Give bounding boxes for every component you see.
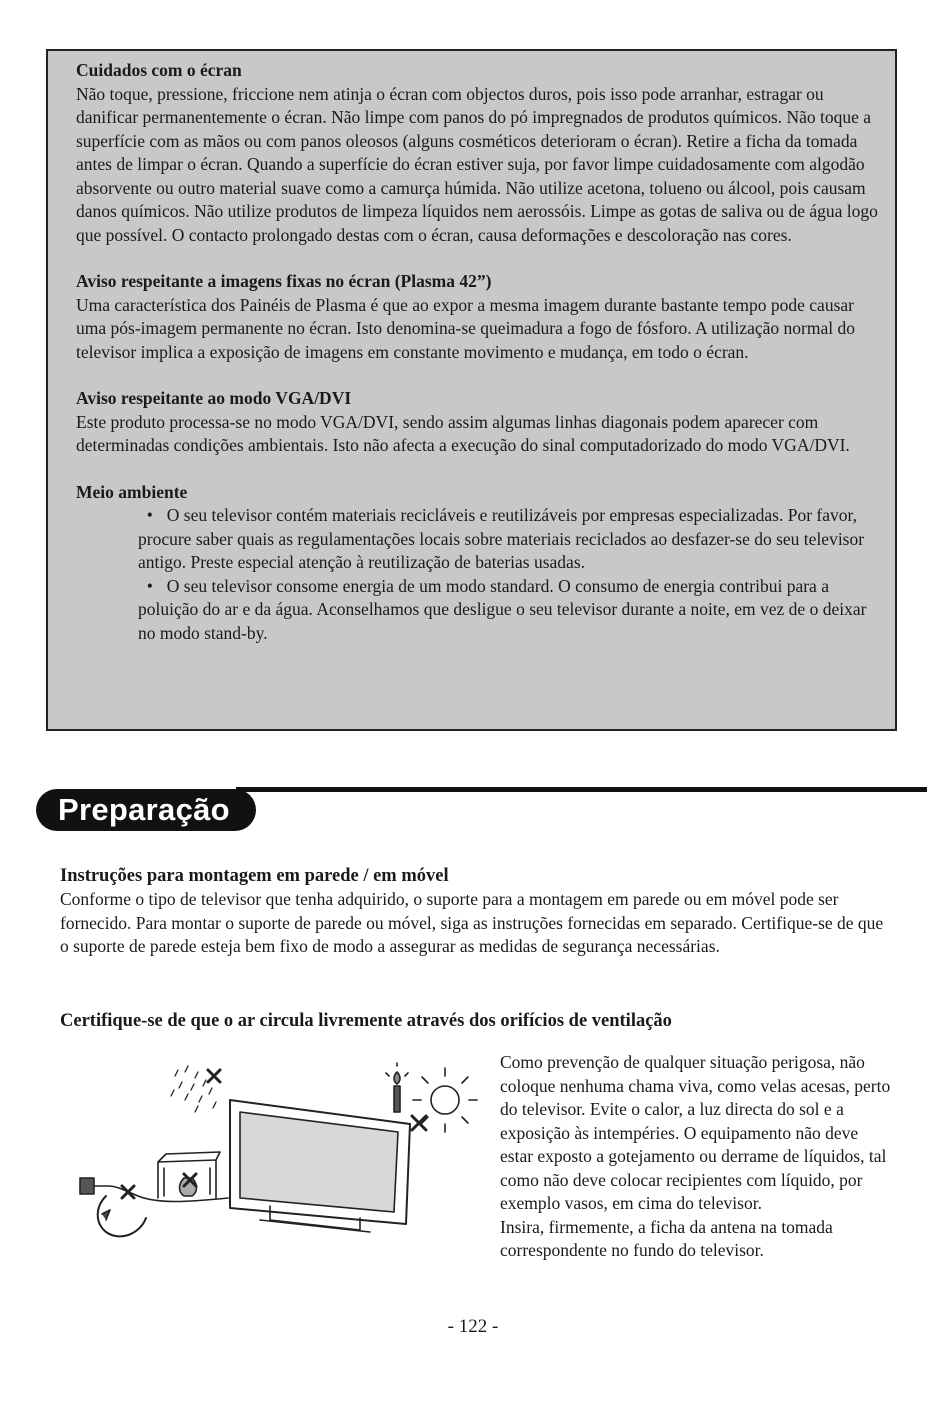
cross-icon	[412, 1116, 426, 1130]
section-rule	[236, 787, 927, 792]
still-images-title: Aviso respeitante a imagens fixas no écran (Plasma 42”)	[76, 271, 492, 291]
ventilation-text	[500, 1051, 895, 1263]
sun-icon	[413, 1068, 477, 1132]
environment-list	[76, 504, 881, 645]
hazard-text: Como prevenção de qualquer situação perigosa, não coloque nenhuma chama viva, como velas acesas, perto do televisor. Evite o calor, a luz directa do sol e a exposição às intempéries. O equipamento não deve estar exposto a gotejamento ou derrame de líquidos, tal como não deve colocar recipientes com líquido, por exemplo vasos, em cima do televisor.	[500, 1052, 891, 1213]
tv-safety-illustration	[70, 1058, 480, 1248]
section-heading: Preparação	[36, 789, 256, 831]
mounting-body: Conforme o tipo de televisor que tenha adquirido, o suporte para a montagem em parede ou em móvel pode ser fornecido. Para montar o suporte de parede ou móvel, siga as instruções fornecidas em separado. Certifique-se de que o suporte de parede esteja bem fixo de modo a assegurar as medidas de segurança necessárias.	[60, 889, 884, 956]
list-item	[138, 504, 881, 575]
antenna-text: Insira, firmemente, a ficha da antena na tomada correspondente no fundo do televisor.	[500, 1216, 833, 1260]
vga-dvi-title: Aviso respeitante ao modo VGA/DVI	[76, 388, 352, 408]
bullet: •	[146, 575, 153, 596]
environment-item-text: O seu televisor consome energia de um modo standard. O consumo de energia contribui para a poluição do ar e da água. Aconselhamos que desligue o seu televisor durante a noite, em vez de o deixar no modo stand-by.	[138, 575, 867, 643]
plug-icon	[80, 1178, 228, 1236]
notice-box	[46, 49, 897, 731]
tv-icon	[230, 1100, 410, 1232]
mounting-section	[60, 864, 890, 959]
list-item	[138, 575, 881, 646]
cross-icon	[122, 1186, 134, 1198]
still-images-body: Uma característica dos Painéis de Plasma é que ao expor a mesma imagem durante bastante tempo pode causar uma pós-imagem permanente no écran. Isto denomina-se queimadura a fogo de fósforo. A utilização normal do televisor implica a exposição de imagens em constante movimento e mudança, em todo o écran.	[76, 294, 855, 362]
mounting-title: Instruções para montagem em parede / em móvel	[60, 866, 449, 886]
ventilation-title: Certifique-se de que o ar circula livremente através dos orifícios de ventilação	[60, 1011, 672, 1031]
screen-care-title: Cuidados com o écran	[76, 60, 242, 80]
environment-title: Meio ambiente	[76, 481, 188, 502]
screen-care-body: Não toque, pressione, friccione nem atinja o écran com objectos duros, pois isso pode arranhar, estragar ou danificar permanentemente o écran. Não limpe com panos do pó impregnados de produtos químicos. Não toque a superfície com as mãos ou com panos oleosos (alguns cosméticos deterioram o écran). Retire a ficha da tomada antes de limpar o écran. Quando a superfície do écran estiver suja, por favor limpe cuidadosamente com algodão absorvente ou outro material suave como a camurça húmida. Não utilize acetona, tolueno ou álcool, pois causam danos químicos. Não utilize produtos de limpeza líquidos nem aerossóis. Limpe as gotas de saliva ou de água logo que possível. O contacto prolongado destas com o écran, causa deformações e descoloração nas cores.	[76, 83, 878, 245]
page-number: - 122 -	[447, 1316, 499, 1337]
cross-icon	[208, 1070, 220, 1082]
bullet: •	[146, 505, 153, 525]
candle-icon	[386, 1063, 408, 1112]
vga-dvi-body: Este produto processa-se no modo VGA/DVI, sendo assim algumas linhas diagonais podem aparecer com determinadas condições ambientais. Isto não afecta a execução do sinal computadorizado do modo VGA/DVI.	[76, 411, 850, 455]
environment-item-text: O seu televisor contém materiais recicláveis e reutilizáveis por empresas especializadas. Por favor, procure saber quais as regulamentações locais sobre materiais reciclados ao desfazer-se do seu televisor antigo. Preste especial atenção à reutilização de baterias usadas.	[138, 505, 865, 572]
